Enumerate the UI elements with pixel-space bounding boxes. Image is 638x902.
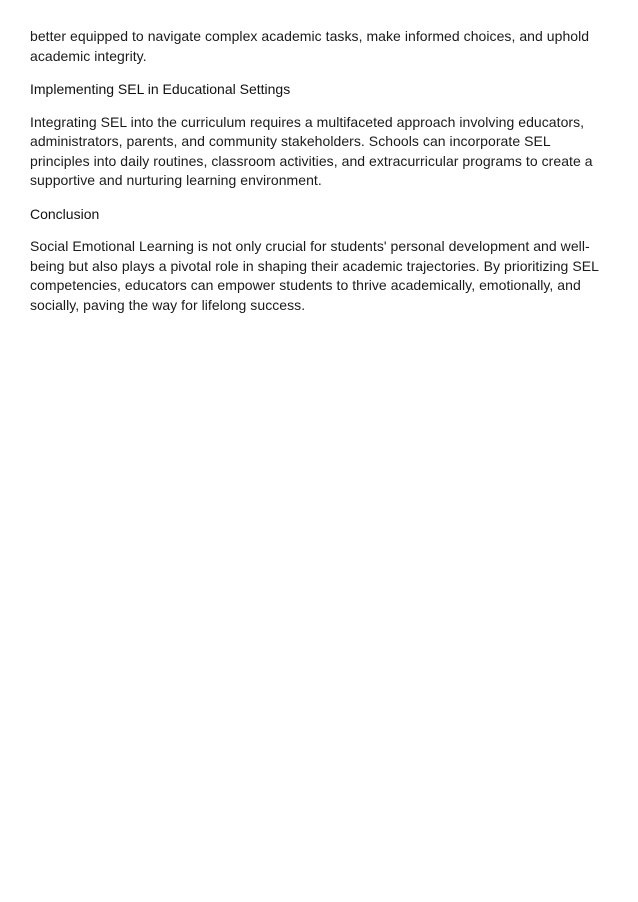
paragraph-line: competencies, educators can empower students to thrive academically, emotionally, and — [30, 277, 581, 293]
paragraph-line: being but also plays a pivotal role in shaping their academic trajectories. By prioritizing SEL — [30, 257, 599, 274]
conclusion-paragraph — [30, 237, 605, 315]
paragraph-line: better equipped to navigate complex academic tasks, make informed choices, and uphold — [30, 28, 590, 44]
paragraph-line: socially, paving the way for lifelong success. — [30, 296, 306, 313]
implementing-sel-paragraph — [30, 113, 605, 191]
implementing-sel-heading: Implementing SEL in Educational Settings — [30, 81, 291, 97]
document-page — [30, 27, 605, 329]
conclusion-heading: Conclusion — [30, 205, 100, 222]
paragraph-line: principles into daily routines, classroom activities, and extracurricular programs to create a — [30, 152, 593, 169]
intro-paragraph — [30, 27, 605, 66]
paragraph-line: administrators, parents, and community stakeholders. Schools can incorporate SEL — [30, 133, 551, 149]
paragraph-line: academic integrity. — [30, 47, 147, 64]
paragraph-line: Social Emotional Learning is not only crucial for students' personal development and well- — [30, 238, 590, 254]
paragraph-line: Integrating SEL into the curriculum requires a multifaceted approach involving educators, — [30, 113, 585, 130]
paragraph-line: supportive and nurturing learning environment. — [30, 172, 322, 188]
